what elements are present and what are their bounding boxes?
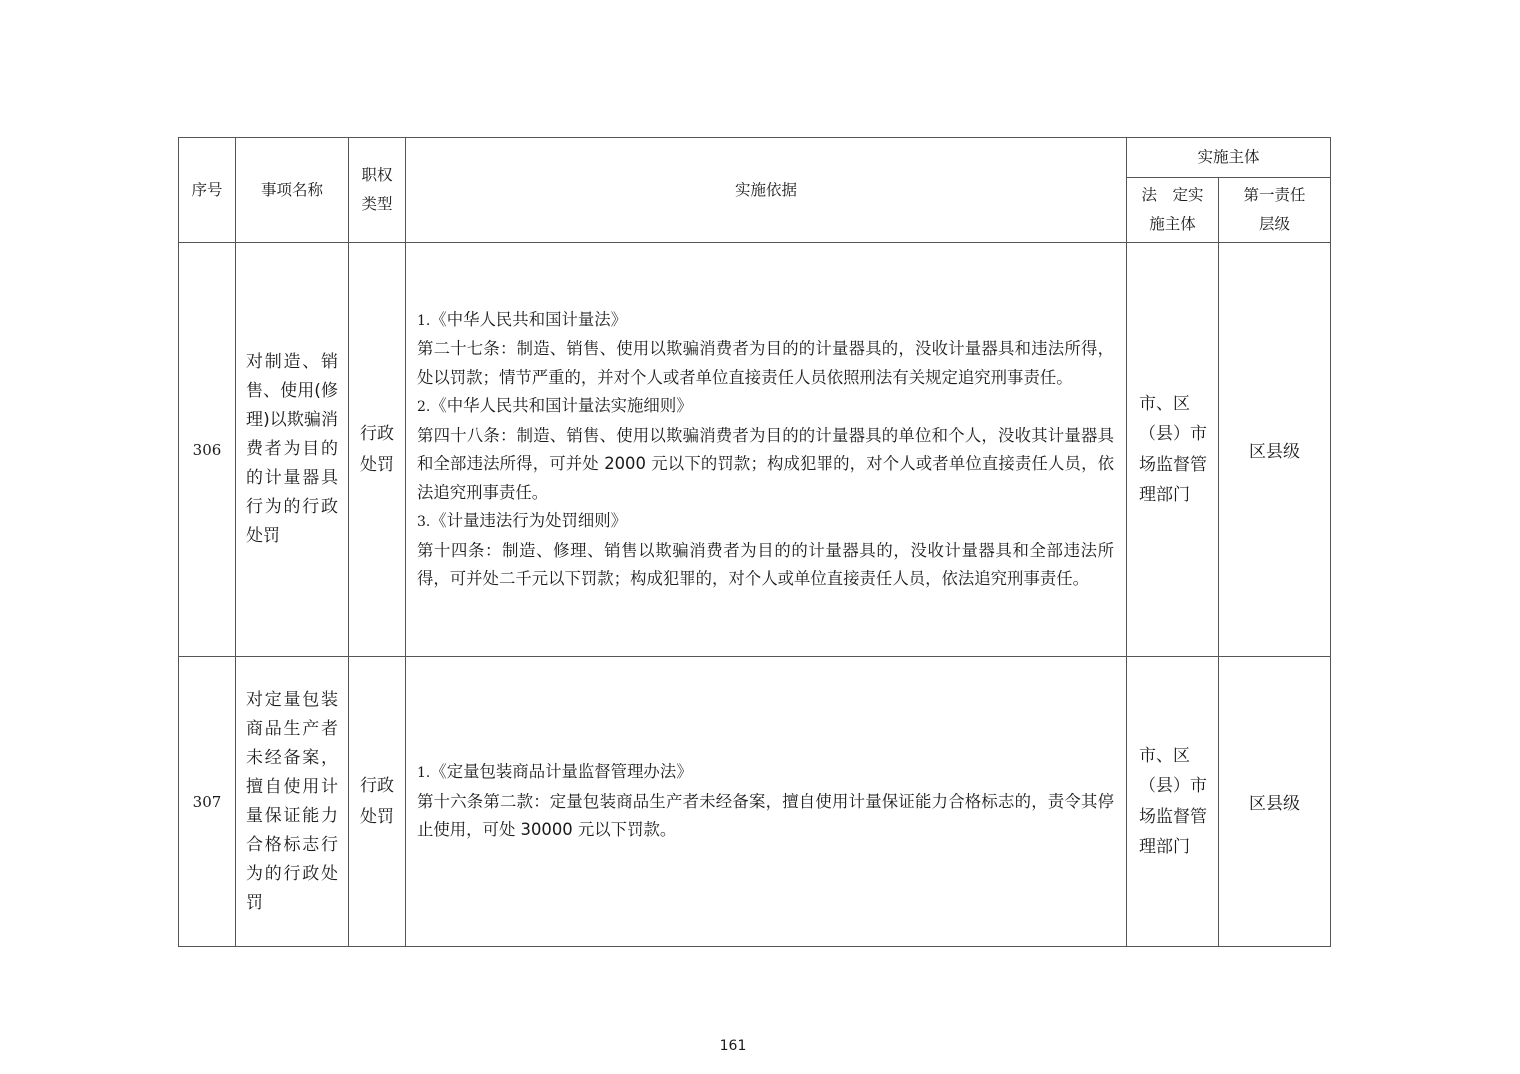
basis-law-title: 2.《中华人民共和国计量法实施细则》 bbox=[417, 396, 693, 415]
row-item-name: 对定量包装商品生产者未经备案，擅自使用计量保证能力合格标志行为的行政处罚 bbox=[236, 657, 349, 947]
row-legal-subject: 市、区（县）市场监督管理部门 bbox=[1127, 243, 1219, 657]
page-number: 161 bbox=[719, 1038, 747, 1054]
row-power-type: 行政处罚 bbox=[349, 243, 406, 657]
header-subject-group: 实施主体 bbox=[1127, 138, 1331, 178]
header-power-type: 职权类型 bbox=[349, 138, 406, 243]
table-row bbox=[179, 243, 1331, 657]
basis-law-title: 3.《计量违法行为处罚细则》 bbox=[417, 511, 628, 530]
basis-article: 第十六条第二款：定量包装商品生产者未经备案，擅自使用计量保证能力合格标志的，责令其停止使用，可处 30000 元以下罚款。 bbox=[417, 791, 1114, 840]
row-basis bbox=[406, 243, 1127, 657]
administrative-penalty-table-page bbox=[178, 137, 1330, 947]
row-first-level: 区县级 bbox=[1219, 657, 1331, 947]
table-row bbox=[179, 657, 1331, 947]
penalty-items-table bbox=[178, 137, 1331, 947]
basis-article: 第二十七条：制造、销售、使用以欺骗消费者为目的的计量器具的，没收计量器具和违法所得，处以罚款；情节严重的，并对个人或者单位直接责任人员依照刑法有关规定追究刑事责任。 bbox=[417, 339, 1114, 387]
header-item-name: 事项名称 bbox=[236, 138, 349, 243]
row-power-type: 行政处罚 bbox=[349, 657, 406, 947]
header-first-level: 第一责任层级 bbox=[1219, 178, 1331, 243]
header-legal-subject: 法 定实施主体 bbox=[1127, 178, 1219, 243]
header-seq: 序号 bbox=[179, 138, 236, 243]
basis-law-title: 1.《中华人民共和国计量法》 bbox=[417, 309, 628, 329]
row-first-level: 区县级 bbox=[1219, 243, 1331, 657]
basis-law-title: 1.《定量包装商品计量监督管理办法》 bbox=[417, 762, 693, 782]
row-seq: 306 bbox=[179, 243, 236, 657]
row-seq: 307 bbox=[179, 657, 236, 947]
basis-article: 第四十八条：制造、销售、使用以欺骗消费者为目的的计量器具的单位和个人，没收其计量器具和全部违法所得，可并处 2000 元以下的罚款；构成犯罪的，对个人或者单位直接责任人员，依法追究刑事责任。 bbox=[417, 425, 1114, 502]
row-item-name: 对制造、销售、使用(修理)以欺骗消费者为目的的计量器具行为的行政处罚 bbox=[236, 243, 349, 657]
basis-article: 第十四条：制造、修理、销售以欺骗消费者为目的的计量器具的，没收计量器具和全部违法所得，可并处二千元以下罚款；构成犯罪的，对个人或单位直接责任人员，依法追究刑事责任。 bbox=[417, 540, 1114, 588]
row-basis bbox=[406, 657, 1127, 947]
row-legal-subject: 市、区（县）市场监督管理部门 bbox=[1127, 657, 1219, 947]
header-basis: 实施依据 bbox=[406, 138, 1127, 243]
